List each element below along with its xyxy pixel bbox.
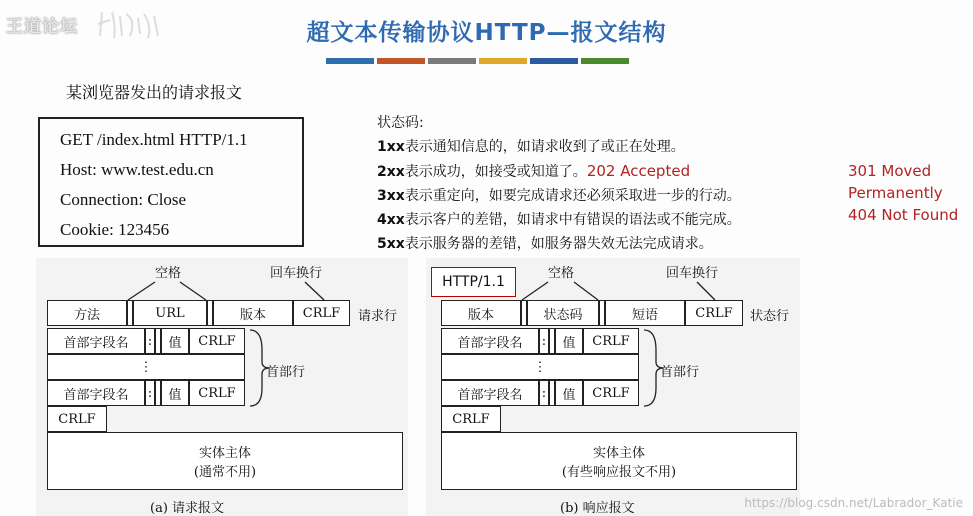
req-colon-2: : [145,380,155,406]
req-colon-1: : [145,328,155,354]
req-version-cell: 版本 [213,300,293,326]
req-caption: (a) 请求报文 [150,501,225,516]
side-note-404: 404 Not Found [848,206,959,224]
status-heading: 状态码: [377,115,424,131]
resp-body-box [441,432,797,490]
resp-header-label: 首部行 [660,365,700,380]
req-space-label: 空格 [155,266,182,281]
cookie-header: Cookie: 123456 [60,220,170,239]
accepted-note: 202 Accepted [586,162,691,180]
req-blank-crlf: CRLF [47,406,107,432]
resp-status-code-cell: 状态码 [527,300,599,326]
resp-value-2: 值 [555,380,583,406]
req-body-box [47,432,403,490]
status-line-1xx: 1xx表示通知信息的，如请求收到了或正在处理。 [377,139,685,155]
req-body-note: (通常不用) [193,465,257,480]
host-header: Host: www.test.edu.cn [60,160,214,179]
page-title: 超文本传输协议HTTP—报文结构 [306,20,667,46]
side-note-permanently: Permanently [848,184,943,202]
status-line-5xx: 5xx表示服务器的差错，如服务器失效无法完成请求。 [377,236,713,252]
req-crlf-top-label: 回车换行 [270,266,323,281]
req-crlf-cell: CRLF [293,300,350,326]
connection-header: Connection: Close [60,190,187,209]
req-header-label: 首部行 [266,365,306,380]
forum-logo: 王道论坛 [6,17,78,37]
resp-dots: ⋮ [533,359,547,375]
resp-header-field-1: 首部字段名 [441,328,539,354]
status-line-2xx: 2xx表示成功，如接受或知道了。202 Accepted [377,162,691,180]
req-header-field-1: 首部字段名 [47,328,145,354]
resp-space-label: 空格 [548,266,575,281]
req-crlf-2: CRLF [189,380,245,406]
resp-body-title: 实体主体 [592,446,645,461]
resp-colon-1: : [539,328,549,354]
req-method-cell: 方法 [47,300,127,326]
resp-header-dots-row [441,354,639,380]
resp-crlf-1: CRLF [583,328,639,354]
req-crlf-1: CRLF [189,328,245,354]
resp-crlf-cell: CRLF [685,300,743,326]
resp-body-note: (有些响应报文不用) [561,465,677,480]
http-version-tag: HTTP/1.1 [431,267,516,297]
status-line-4xx: 4xx表示客户的差错，如请求中有错误的语法或不能完成。 [377,212,741,228]
request-line: GET /index.html HTTP/1.1 [60,130,248,149]
req-header-field-2: 首部字段名 [47,380,145,406]
resp-header-field-2: 首部字段名 [441,380,539,406]
req-value-2: 值 [161,380,189,406]
resp-version-cell: 版本 [441,300,521,326]
csdn-watermark: https://blog.csdn.net/Labrador_Katie [744,496,963,510]
status-line-3xx: 3xx表示重定向，如要完成请求还必须采取进一步的行动。 [377,188,741,204]
req-row-label: 请求行 [358,309,398,324]
req-body-title: 实体主体 [198,446,251,461]
resp-phrase-cell: 短语 [605,300,685,326]
resp-row-label: 状态行 [750,309,790,324]
req-value-1: 值 [161,328,189,354]
resp-blank-crlf: CRLF [441,406,501,432]
req-header-dots-row [47,354,245,380]
req-url-cell: URL [133,300,207,326]
resp-crlf-top-label: 回车换行 [666,266,719,281]
resp-caption: (b) 响应报文 [560,501,635,516]
request-example-caption: 某浏览器发出的请求报文 [66,83,243,102]
resp-colon-2: : [539,380,549,406]
req-dots: ⋮ [139,359,153,375]
resp-crlf-2: CRLF [583,380,639,406]
resp-value-1: 值 [555,328,583,354]
side-note-301: 301 Moved [848,162,932,180]
